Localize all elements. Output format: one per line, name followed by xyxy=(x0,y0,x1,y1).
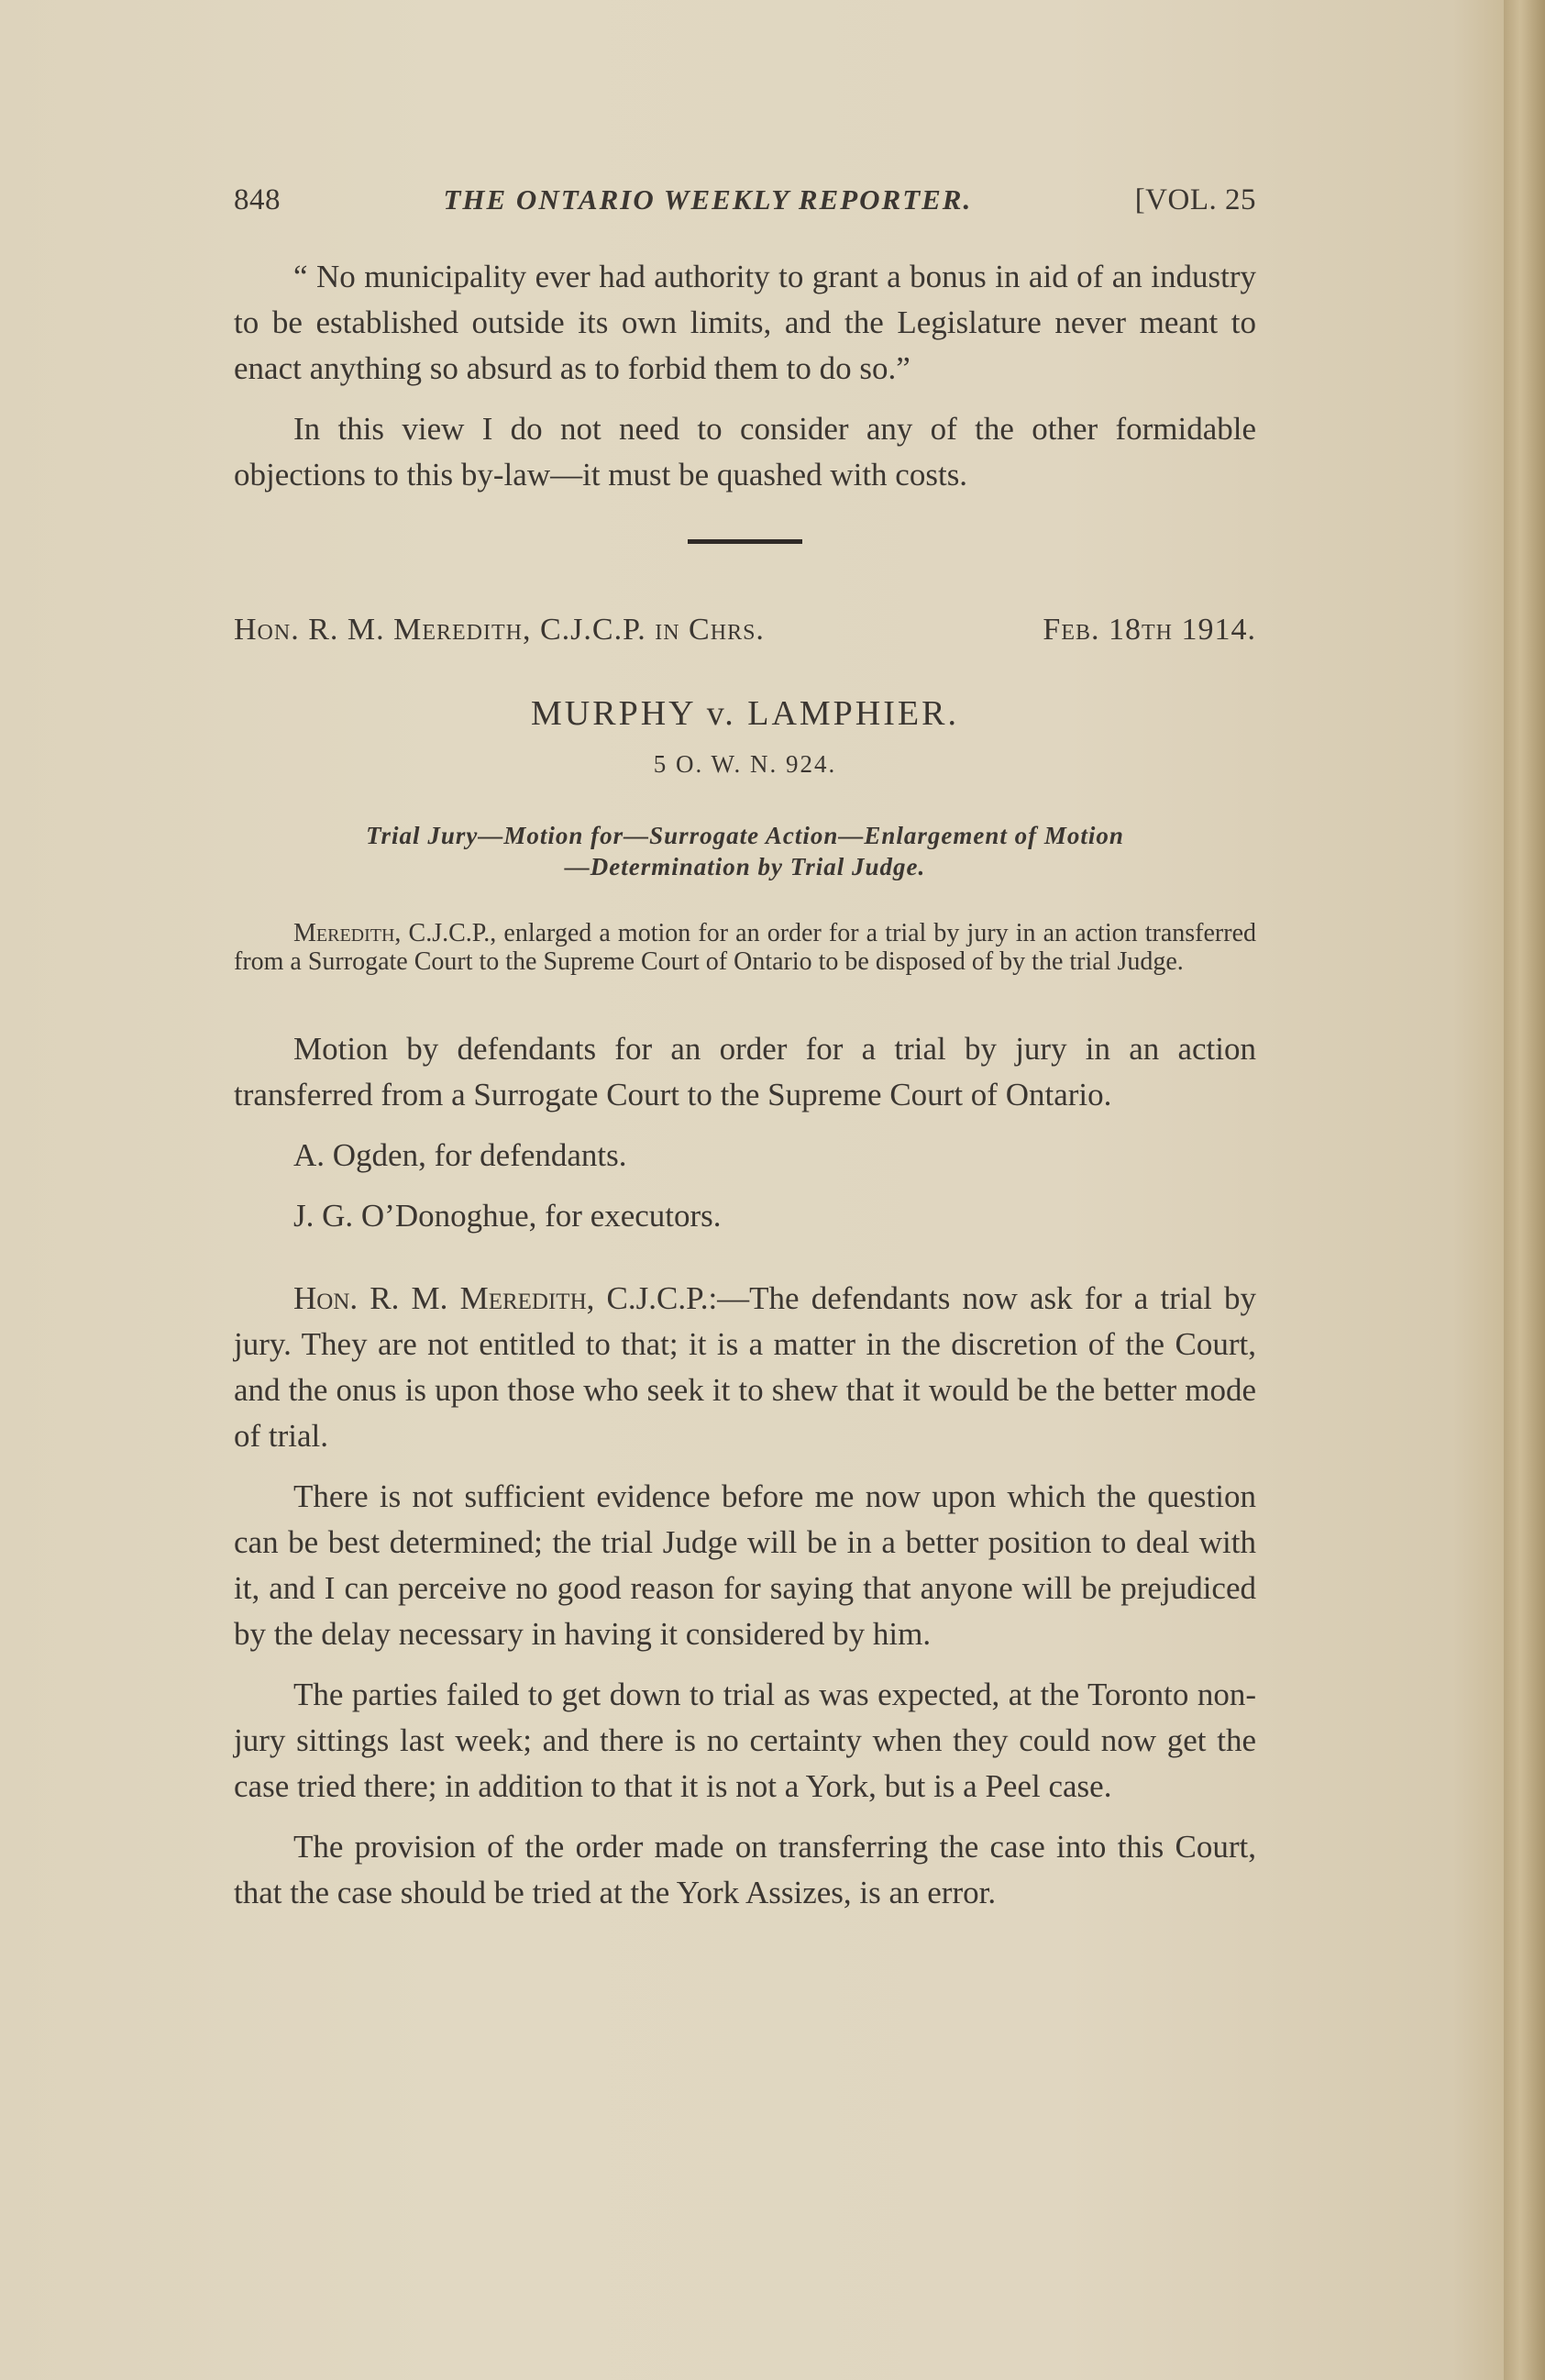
volume-label: [VOL. 25 xyxy=(1134,183,1256,216)
page-edge xyxy=(1504,0,1545,2380)
judgment-speaker: Hon. R. M. Meredith, C.J.C.P. xyxy=(293,1280,709,1316)
judgment-paragraph-4: The provision of the order made on transferring the case into this Court, that the case should be tried at the York Assizes, is an error. xyxy=(234,1829,1256,1910)
judgment-paragraph-2: There is not sufficient evidence before me now upon which the question can be best determined; the trial Judge will be in a better position to deal with it, and I can perceive no good reason for saying that anyone will be prejudiced by the delay necessary in having it considered by him. xyxy=(234,1478,1256,1652)
motion-paragraph: Motion by defendants for an order for a trial by jury in an action transferred from a Surrogate Court to the Supreme Court of Ontario. xyxy=(234,1031,1256,1113)
page-number: 848 xyxy=(234,183,281,216)
conclusion-paragraph: In this view I do not need to consider any of the other formidable objections to this by-law—it must be quashed with costs. xyxy=(234,411,1256,493)
headnote-line-2: —Determination by Trial Judge. xyxy=(564,853,926,880)
opening-quote: “ No municipality ever had authority to grant a bonus in aid of an industry to be established outside its own limits, and the Legislature never meant to enact anything so absurd as to forbid them to do so.” xyxy=(234,259,1256,386)
headnote-line-1: Trial Jury—Motion for—Surrogate Action—Enlargement of Motion xyxy=(366,822,1124,849)
judgment-paragraph-1 xyxy=(234,1276,1256,1459)
summary-text: C.J.C.P., enlarged a motion for an order for a trial by jury in an action transferred from a Surrogate Court to the Supreme Court of Ontario to be disposed of by the trial Judge. xyxy=(234,919,1256,976)
summary-judge: Meredith, xyxy=(293,919,402,947)
case-title: MURPHY v. LAMPHIER. xyxy=(531,694,959,733)
section-divider xyxy=(688,539,802,544)
page-text xyxy=(234,183,1256,1916)
running-title: THE ONTARIO WEEKLY REPORTER. xyxy=(443,183,973,216)
judgment-para1-text: :—The defendants now ask for a trial by jury. They are not entitled to that; it is a matter in the discretion of the Court, and the onus is upon those who seek it to shew that it would be the better mode of trial. xyxy=(234,1280,1256,1454)
counsel-defendants: A. Ogden, for defendants. xyxy=(293,1137,627,1173)
decision-date: Feb. 18th 1914. xyxy=(1043,613,1256,647)
judgment-paragraph-3: The parties failed to get down to trial as was expected, at the Toronto non-jury sittings last week; and there is no certainty when they could now get the case tried there; in addition to that it is not a York, but is a Peel case. xyxy=(234,1677,1256,1804)
counsel-executors: J. G. O’Donoghue, for executors. xyxy=(293,1198,722,1234)
running-header xyxy=(234,183,1256,217)
headnote xyxy=(234,820,1256,882)
judge-line xyxy=(234,613,1256,648)
case-summary xyxy=(234,919,1256,976)
case-citation: 5 O. W. N. 924. xyxy=(653,750,837,778)
judge-name: Hon. R. M. Meredith, C.J.C.P. in Chrs. xyxy=(234,613,765,647)
